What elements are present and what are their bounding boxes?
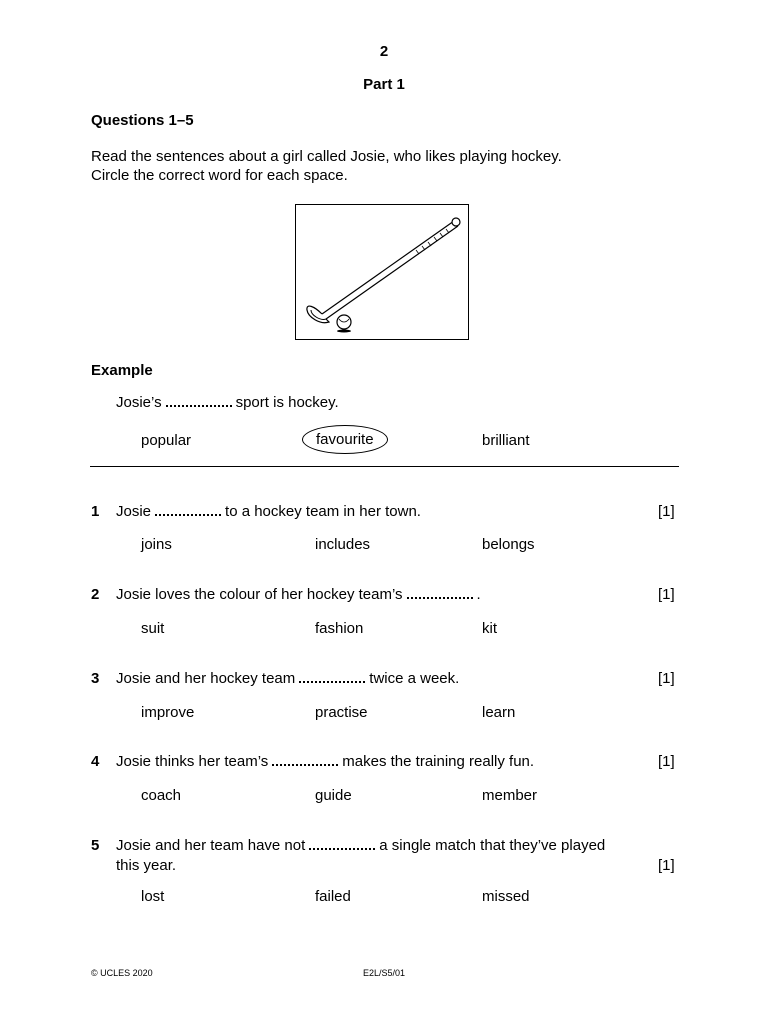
question-5-option-3[interactable]: missed [482,888,530,905]
answer-gap [155,513,221,516]
question-4-sentence [116,753,534,770]
question-1-before: Josie [116,503,152,520]
question-2-option-1[interactable]: suit [141,620,165,637]
question-5-sentence-line-2: this year. [116,857,177,874]
question-5-before: Josie and her team have not [116,837,306,854]
question-5-after: a single match that they’ve played [379,837,606,854]
question-5-option-1[interactable]: lost [141,888,165,905]
question-2-before: Josie loves the colour of her hockey team’s [116,586,403,603]
instruction-line-2: Circle the correct word for each space. [91,167,348,184]
part-title: Part 1 [363,76,405,93]
instruction-line-1: Read the sentences about a girl called Josie, who likes playing hockey. [91,148,562,165]
question-5-sentence [116,837,605,854]
footer-copyright: © UCLES 2020 [91,968,153,978]
question-3-after: twice a week. [369,670,460,687]
question-3-number: 3 [91,670,100,687]
answer-gap [299,680,365,683]
answer-gap [166,404,232,407]
page-number: 2 [379,43,389,60]
question-1-option-3[interactable]: belongs [482,536,535,553]
question-3-option-1[interactable]: improve [141,704,195,721]
question-3-option-3[interactable]: learn [482,704,516,721]
hockey-stick-picture [295,204,469,340]
question-1-sentence [116,503,421,520]
hockey-stick-icon [296,205,468,339]
example-sentence [116,394,339,411]
question-3-before: Josie and her hockey team [116,670,296,687]
question-4-before: Josie thinks her team’s [116,753,269,770]
question-1-after: to a hockey team in her town. [225,503,421,520]
example-option-1[interactable]: popular [141,432,192,449]
question-3-mark: [1] [658,670,675,687]
question-1-mark: [1] [658,503,675,520]
answer-gap [407,596,473,599]
example-option-3[interactable]: brilliant [482,432,530,449]
question-2-option-2[interactable]: fashion [315,620,364,637]
question-4-after: makes the training really fun. [342,753,535,770]
example-after: sport is hockey. [235,394,339,411]
question-2-sentence [116,586,481,603]
question-4-option-3[interactable]: member [482,787,538,804]
divider [90,466,679,467]
answer-gap [272,763,338,766]
question-3-option-2[interactable]: practise [315,704,368,721]
question-1-option-2[interactable]: includes [315,536,371,553]
answer-gap [309,847,375,850]
example-before: Josie’s [116,394,162,411]
question-2-option-3[interactable]: kit [482,620,497,637]
example-option-2-circled[interactable]: favourite [302,425,388,454]
question-4-option-2[interactable]: guide [315,787,352,804]
question-3-sentence [116,670,459,687]
question-4-option-1[interactable]: coach [141,787,182,804]
questions-heading: Questions 1–5 [91,112,194,129]
footer-code: E2L/S5/01 [363,968,406,978]
example-heading: Example [91,362,153,379]
question-4-mark: [1] [658,753,675,770]
question-2-mark: [1] [658,586,675,603]
question-4-number: 4 [91,753,100,770]
question-2-after: . [476,586,481,603]
question-5-mark: [1] [658,857,675,874]
question-5-number: 5 [91,837,100,854]
question-2-number: 2 [91,586,100,603]
question-1-option-1[interactable]: joins [141,536,172,553]
question-1-number: 1 [91,503,100,520]
question-5-option-2[interactable]: failed [315,888,351,905]
